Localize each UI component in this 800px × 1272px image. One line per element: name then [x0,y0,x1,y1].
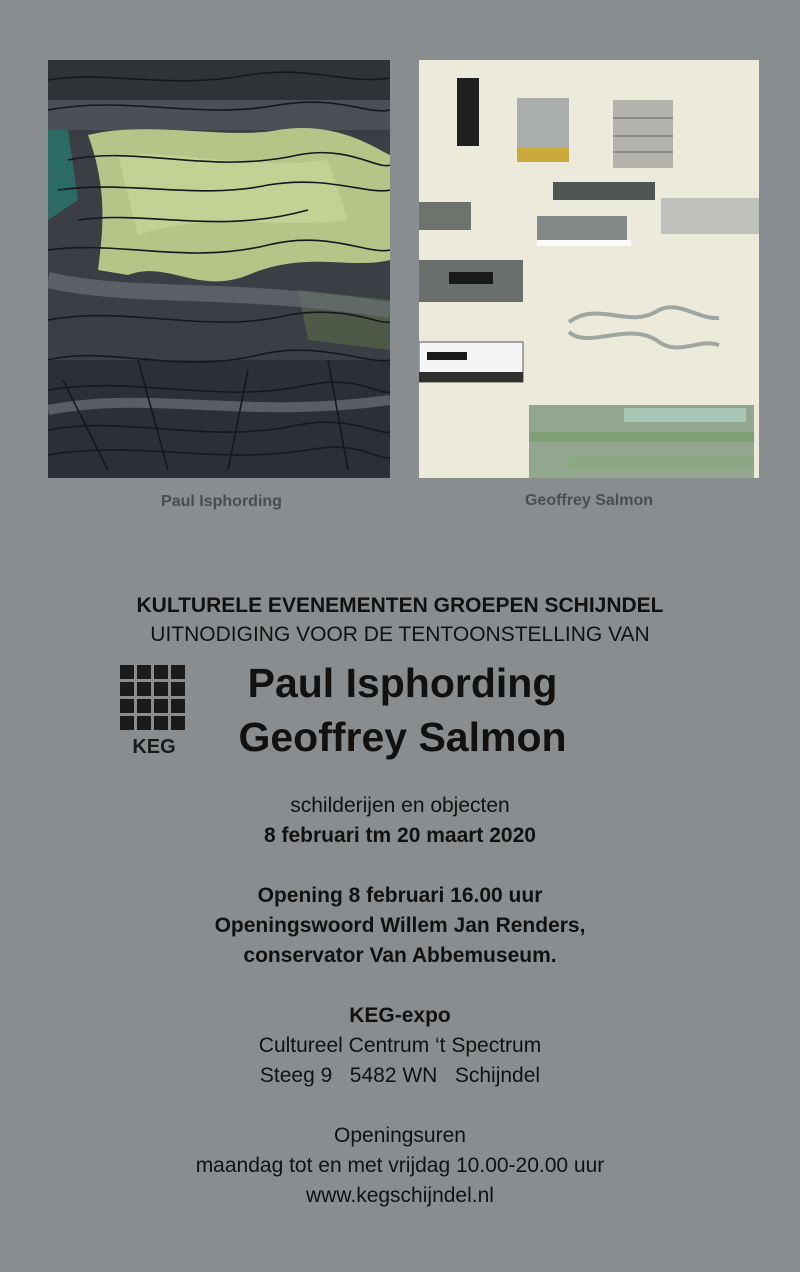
venue-building: Cultureel Centrum ‘t Spectrum [258,1034,542,1057]
opening-speaker-role: conservator Van Abbemuseum. [243,944,557,967]
painting-caption: Paul Isphording [161,493,282,510]
painting-image [48,60,390,478]
hours-days: maandag tot en met vrijdag 10.00-20.00 uur [195,1154,605,1177]
objects-caption: Geoffrey Salmon [524,492,654,509]
exhibition-type: schilderijen en objecten [290,794,510,817]
website-link[interactable]: www.kegschijndel.nl [306,1184,494,1207]
invitation-subtitle: UITNODIGING VOOR DE TENTOONSTELLING VAN [150,623,650,646]
venue-address: Steeg 9 5482 WN Schijndel [259,1064,541,1087]
objects-image [419,60,759,478]
exhibition-dates: 8 februari tm 20 maart 2020 [264,824,536,847]
logo-text: KEG [132,736,176,755]
venue-name: KEG-expo [349,1004,451,1027]
keg-logo [120,665,188,755]
artist-name-1: Paul Isphording [247,660,558,706]
opening-speech: Openingswoord Willem Jan Renders, [214,914,586,937]
opening-time: Opening 8 februari 16.00 uur [257,884,543,907]
organization-title: KULTURELE EVENEMENTEN GROEPEN SCHIJNDEL [136,594,664,617]
hours-label: Openingsuren [334,1124,466,1147]
artist-name-2: Geoffrey Salmon [238,714,567,760]
